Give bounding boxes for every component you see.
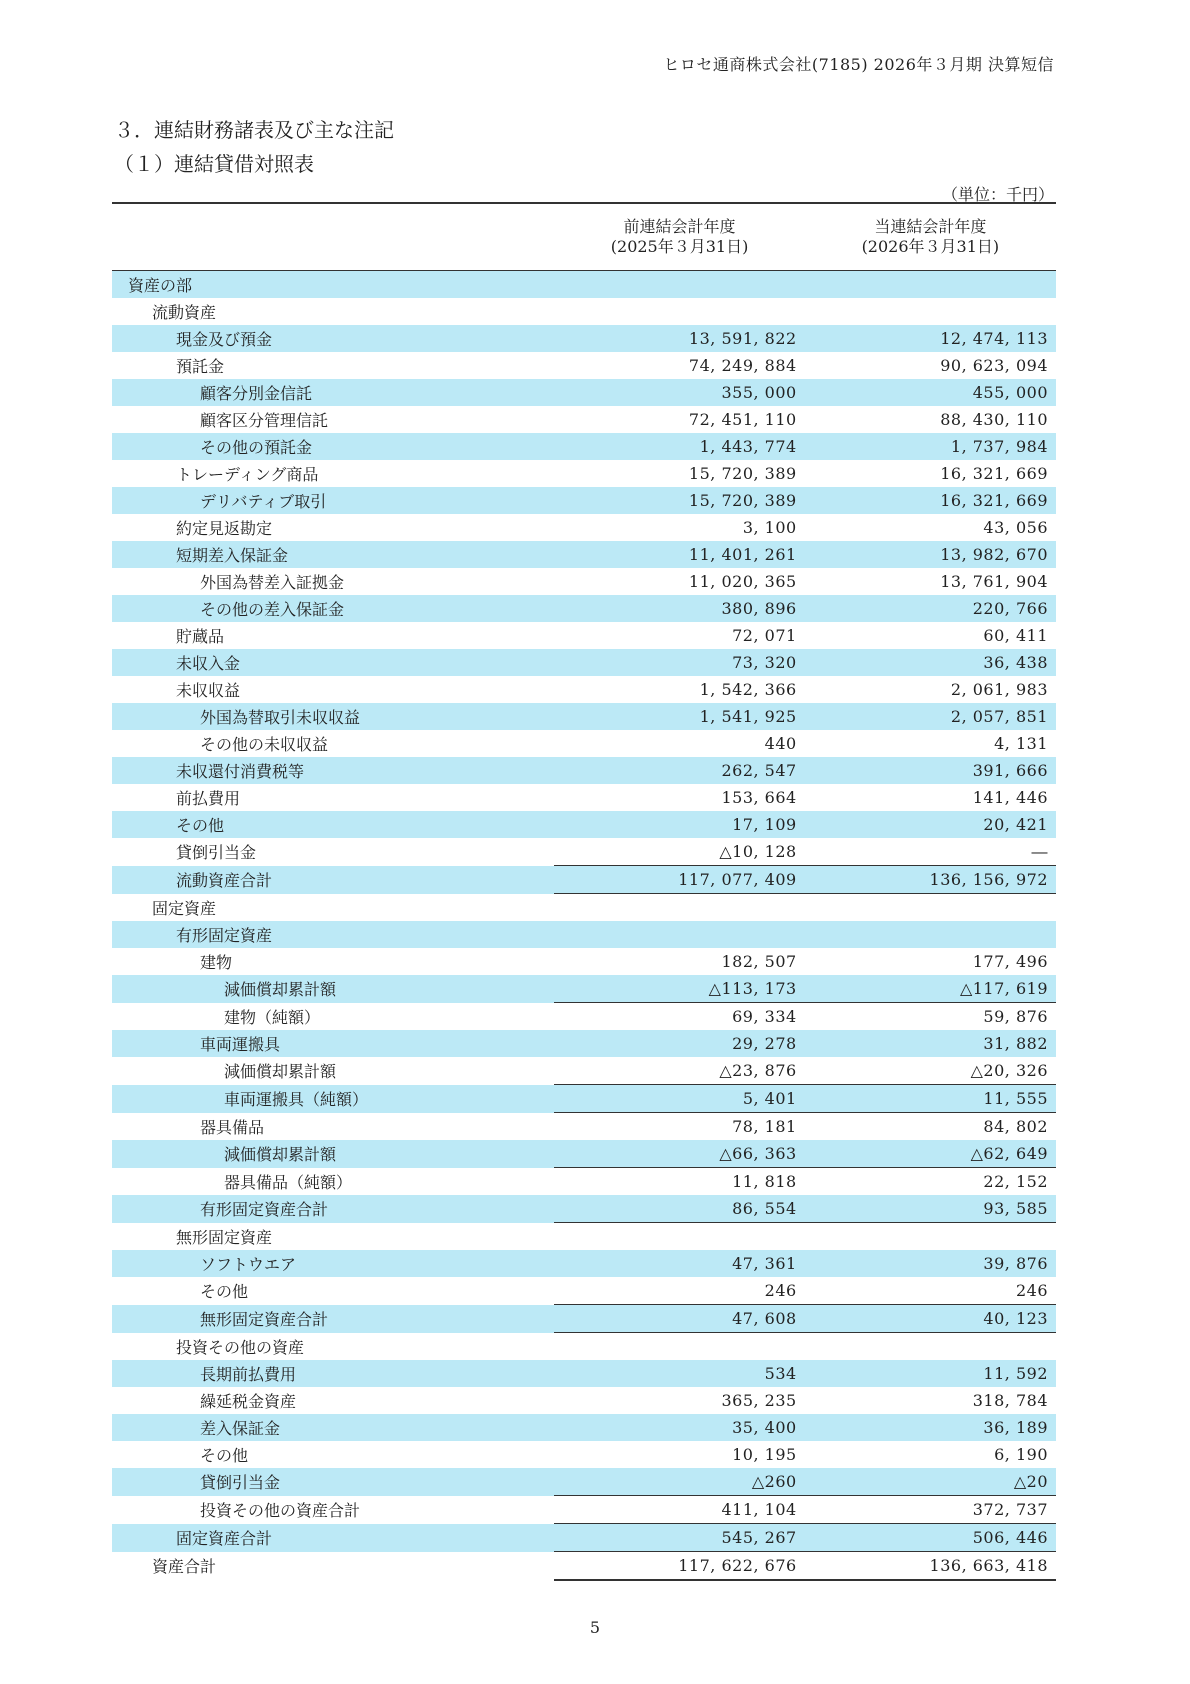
- current-year-value: 93, 585: [805, 1195, 1056, 1223]
- header-current-year-date: (2026年３月31日): [861, 237, 1000, 256]
- current-year-value: △20, 326: [970, 1061, 1048, 1080]
- row-label: 長期前払費用: [112, 1360, 554, 1387]
- prev-year-value: 117, 077, 409: [554, 866, 804, 894]
- table-row: [112, 975, 1056, 1003]
- prev-year-value: 182, 507: [721, 952, 797, 971]
- row-label: 資産の部: [112, 271, 554, 299]
- current-year-value: ―: [1031, 842, 1048, 861]
- prev-year-value: △260: [554, 1468, 804, 1496]
- current-year-value: [805, 1333, 1056, 1361]
- header-prev-year: [554, 203, 804, 271]
- prev-year-value: [554, 921, 804, 948]
- row-label: 無形固定資産: [176, 1227, 273, 1247]
- prev-year-value: 11, 020, 365: [688, 572, 797, 591]
- prev-year-value: [554, 271, 804, 299]
- table-row: [112, 866, 1056, 894]
- sub-title: （１）連結貸借対照表: [114, 152, 314, 176]
- row-label: 器具備品: [200, 1117, 265, 1137]
- table-row: [112, 1085, 1056, 1113]
- prev-year-value: 15, 720, 389: [688, 464, 797, 483]
- prev-year-value: 86, 554: [554, 1195, 804, 1223]
- prev-year-value: 13, 591, 822: [554, 325, 804, 352]
- current-year-value: 2, 057, 851: [805, 703, 1056, 730]
- row-label: ソフトウエア: [112, 1250, 554, 1277]
- prev-year-value: 1, 443, 774: [554, 433, 804, 460]
- prev-year-value: 153, 664: [721, 788, 797, 807]
- table-row: [112, 1057, 1056, 1085]
- unit-label: （単位：千円）: [941, 185, 1054, 204]
- current-year-value: 177, 496: [972, 952, 1048, 971]
- table-row: [112, 1030, 1056, 1057]
- row-label: 外国為替取引未収収益: [112, 703, 554, 730]
- current-year-value: 318, 784: [972, 1391, 1048, 1410]
- current-year-value: [805, 1223, 1056, 1251]
- prev-year-value: 72, 071: [732, 626, 797, 645]
- table-row: [112, 1223, 1056, 1251]
- row-label: 約定見返勘定: [176, 519, 273, 538]
- prev-year-value: 411, 104: [554, 1496, 804, 1524]
- prev-year-value: 78, 181: [554, 1113, 804, 1141]
- table-row: [112, 541, 1056, 568]
- row-label: 流動資産: [152, 303, 217, 322]
- prev-year-value: [554, 894, 804, 922]
- current-year-value: 11, 592: [805, 1360, 1056, 1387]
- prev-year-value: 11, 401, 261: [554, 541, 804, 568]
- current-year-value: △62, 649: [805, 1140, 1056, 1168]
- table-row: [112, 1360, 1056, 1387]
- row-label: 未収入金: [112, 649, 554, 676]
- prev-year-value: △66, 363: [554, 1140, 804, 1168]
- row-label: 車両運搬具（純額）: [112, 1085, 554, 1113]
- prev-year-value: 35, 400: [554, 1414, 804, 1441]
- row-label: 顧客分別金信託: [112, 379, 554, 406]
- current-year-value: 39, 876: [805, 1250, 1056, 1277]
- prev-year-value: 355, 000: [554, 379, 804, 406]
- row-label: 前払費用: [176, 789, 241, 808]
- current-year-value: 16, 321, 669: [805, 487, 1056, 514]
- current-year-value: 4, 131: [994, 734, 1048, 753]
- table-row: [112, 784, 1056, 811]
- row-label: 固定資産: [152, 898, 217, 918]
- current-year-value: 90, 623, 094: [940, 356, 1048, 375]
- prev-year-value: 534: [554, 1360, 804, 1387]
- current-year-value: 455, 000: [805, 379, 1056, 406]
- current-year-value: 31, 882: [805, 1030, 1056, 1057]
- row-label: 未収収益: [176, 681, 241, 700]
- table-row: [112, 757, 1056, 784]
- row-label: その他: [112, 811, 554, 838]
- table-row: [112, 514, 1056, 541]
- prev-year-value: 380, 896: [554, 595, 804, 622]
- prev-year-value: 47, 361: [554, 1250, 804, 1277]
- header-label-cell: [112, 203, 554, 271]
- current-year-value: 136, 663, 418: [805, 1552, 1056, 1581]
- table-row: [112, 703, 1056, 730]
- row-label: 顧客区分管理信託: [200, 411, 329, 430]
- row-label: 有形固定資産合計: [112, 1195, 554, 1223]
- table-row: [112, 325, 1056, 352]
- current-year-value: 20, 421: [805, 811, 1056, 838]
- row-label: その他: [200, 1282, 249, 1302]
- current-year-value: 84, 802: [805, 1113, 1056, 1141]
- balance-sheet-body: [112, 271, 1056, 1581]
- page-number: 5: [589, 1618, 601, 1637]
- row-label: その他の差入保証金: [112, 595, 554, 622]
- current-year-value: 22, 152: [805, 1168, 1056, 1196]
- current-year-value: 43, 056: [983, 518, 1048, 537]
- report-header: ヒロセ通商株式会社(7185) 2026年３月期 決算短信: [663, 55, 1054, 74]
- current-year-value: 60, 411: [983, 626, 1048, 645]
- header-current-year-title: 当連結会計年度: [874, 217, 987, 236]
- current-year-value: 1, 737, 984: [805, 433, 1056, 460]
- table-row: [112, 1003, 1056, 1031]
- row-label: 資産合計: [152, 1557, 217, 1577]
- row-label: 外国為替差入証拠金: [200, 573, 345, 592]
- current-year-value: 36, 189: [805, 1414, 1056, 1441]
- prev-year-value: 1, 542, 366: [699, 680, 797, 699]
- row-label: 建物: [200, 953, 233, 972]
- current-year-value: △20: [805, 1468, 1056, 1496]
- row-label: 差入保証金: [112, 1414, 554, 1441]
- prev-year-value: △10, 128: [719, 842, 797, 861]
- prev-year-value: 74, 249, 884: [688, 356, 797, 375]
- row-label: 投資その他の資産合計: [200, 1501, 361, 1520]
- current-year-value: 506, 446: [805, 1524, 1056, 1552]
- current-year-value: [805, 298, 1056, 325]
- table-row: [112, 1305, 1056, 1333]
- row-label: その他: [200, 1446, 249, 1465]
- balance-sheet-table: [112, 202, 1056, 1581]
- current-year-value: [805, 271, 1056, 299]
- table-row: [112, 406, 1056, 433]
- header-prev-year-title: 前連結会計年度: [623, 217, 736, 236]
- row-label: 短期差入保証金: [112, 541, 554, 568]
- table-row: [112, 948, 1056, 975]
- current-year-value: 40, 123: [805, 1305, 1056, 1333]
- prev-year-value: 69, 334: [554, 1003, 804, 1031]
- current-year-value: 16, 321, 669: [940, 464, 1048, 483]
- row-label: 固定資産合計: [112, 1524, 554, 1552]
- table-row: [112, 1414, 1056, 1441]
- prev-year-value: 440: [764, 734, 797, 753]
- prev-year-value: 10, 195: [732, 1445, 797, 1464]
- row-label: 投資その他の資産: [176, 1337, 305, 1357]
- prev-year-value: 17, 109: [554, 811, 804, 838]
- row-label: 有形固定資産: [112, 921, 554, 948]
- table-row: [112, 1250, 1056, 1277]
- table-row: [112, 1552, 1056, 1581]
- prev-year-value: [554, 1223, 804, 1251]
- prev-year-value: 3, 100: [742, 518, 797, 537]
- prev-year-value: 246: [764, 1281, 797, 1300]
- row-label: 繰延税金資産: [200, 1392, 297, 1411]
- row-label: 貸倒引当金: [176, 843, 257, 863]
- table-row: [112, 595, 1056, 622]
- current-year-value: 220, 766: [805, 595, 1056, 622]
- prev-year-value: 11, 818: [554, 1168, 804, 1196]
- current-year-value: 391, 666: [805, 757, 1056, 784]
- current-year-value: 36, 438: [805, 649, 1056, 676]
- table-row: [112, 1113, 1056, 1141]
- prev-year-value: 1, 541, 925: [554, 703, 804, 730]
- row-label: 建物（純額）: [224, 1007, 321, 1027]
- row-label: 預託金: [176, 357, 225, 376]
- row-label: 現金及び預金: [112, 325, 554, 352]
- current-year-value: 246: [1015, 1281, 1048, 1300]
- prev-year-value: 72, 451, 110: [688, 410, 797, 429]
- table-row: [112, 649, 1056, 676]
- current-year-value: 2, 061, 983: [950, 680, 1048, 699]
- table-row: [112, 352, 1056, 379]
- row-label: トレーディング商品: [176, 465, 319, 484]
- table-row: [112, 433, 1056, 460]
- prev-year-value: 5, 401: [554, 1085, 804, 1113]
- current-year-value: 136, 156, 972: [805, 866, 1056, 894]
- current-year-value: [805, 921, 1056, 948]
- row-label: 未収還付消費税等: [112, 757, 554, 784]
- prev-year-value: 545, 267: [554, 1524, 804, 1552]
- current-year-value: 13, 982, 670: [805, 541, 1056, 568]
- table-row: [112, 271, 1056, 299]
- table-row: [112, 379, 1056, 406]
- table-row: [112, 811, 1056, 838]
- table-row: [112, 730, 1056, 757]
- table-row: [112, 568, 1056, 595]
- current-year-value: 12, 474, 113: [805, 325, 1056, 352]
- current-year-value: 59, 876: [805, 1003, 1056, 1031]
- prev-year-value: 262, 547: [554, 757, 804, 784]
- table-row: [112, 1468, 1056, 1496]
- row-label: 減価償却累計額: [224, 1062, 337, 1082]
- prev-year-value: 47, 608: [554, 1305, 804, 1333]
- current-year-value: [805, 894, 1056, 922]
- table-row: [112, 1195, 1056, 1223]
- prev-year-value: 15, 720, 389: [554, 487, 804, 514]
- row-label: デリバティブ取引: [112, 487, 554, 514]
- current-year-value: 11, 555: [805, 1085, 1056, 1113]
- row-label: 流動資産合計: [112, 866, 554, 894]
- current-year-value: △117, 619: [805, 975, 1056, 1003]
- table-row: [112, 460, 1056, 487]
- row-label: 貸倒引当金: [112, 1468, 554, 1496]
- table-row: [112, 676, 1056, 703]
- section-title: ３．連結財務諸表及び主な注記: [114, 118, 394, 142]
- row-label: 無形固定資産合計: [112, 1305, 554, 1333]
- table-row: [112, 921, 1056, 948]
- row-label: 器具備品（純額）: [224, 1172, 353, 1192]
- table-row: [112, 622, 1056, 649]
- table-row: [112, 1524, 1056, 1552]
- table-row: [112, 1168, 1056, 1196]
- table-row: [112, 298, 1056, 325]
- current-year-value: 6, 190: [994, 1445, 1048, 1464]
- table-row: [112, 487, 1056, 514]
- prev-year-value: 365, 235: [721, 1391, 797, 1410]
- table-row: [112, 894, 1056, 922]
- table-header-row: [112, 203, 1056, 271]
- prev-year-value: 117, 622, 676: [554, 1552, 804, 1581]
- prev-year-value: 73, 320: [554, 649, 804, 676]
- current-year-value: 141, 446: [972, 788, 1048, 807]
- current-year-value: 88, 430, 110: [940, 410, 1048, 429]
- header-prev-year-date: (2025年３月31日): [610, 237, 749, 256]
- table-row: [112, 1333, 1056, 1361]
- row-label: 貯蔵品: [176, 627, 225, 646]
- prev-year-value: [554, 298, 804, 325]
- row-label: 減価償却累計額: [112, 975, 554, 1003]
- header-current-year: [805, 203, 1056, 271]
- prev-year-value: △113, 173: [554, 975, 804, 1003]
- row-label: 車両運搬具: [112, 1030, 554, 1057]
- table-row: [112, 1140, 1056, 1168]
- prev-year-value: [554, 1333, 804, 1361]
- row-label: その他の未収収益: [200, 735, 329, 754]
- table-row: [112, 838, 1056, 866]
- current-year-value: 13, 761, 904: [940, 572, 1048, 591]
- prev-year-value: △23, 876: [719, 1061, 797, 1080]
- table-row: [112, 1441, 1056, 1468]
- prev-year-value: 29, 278: [554, 1030, 804, 1057]
- table-row: [112, 1387, 1056, 1414]
- table-row: [112, 1496, 1056, 1524]
- row-label: 減価償却累計額: [112, 1140, 554, 1168]
- row-label: その他の預託金: [112, 433, 554, 460]
- table-row: [112, 1277, 1056, 1305]
- current-year-value: 372, 737: [805, 1496, 1056, 1524]
